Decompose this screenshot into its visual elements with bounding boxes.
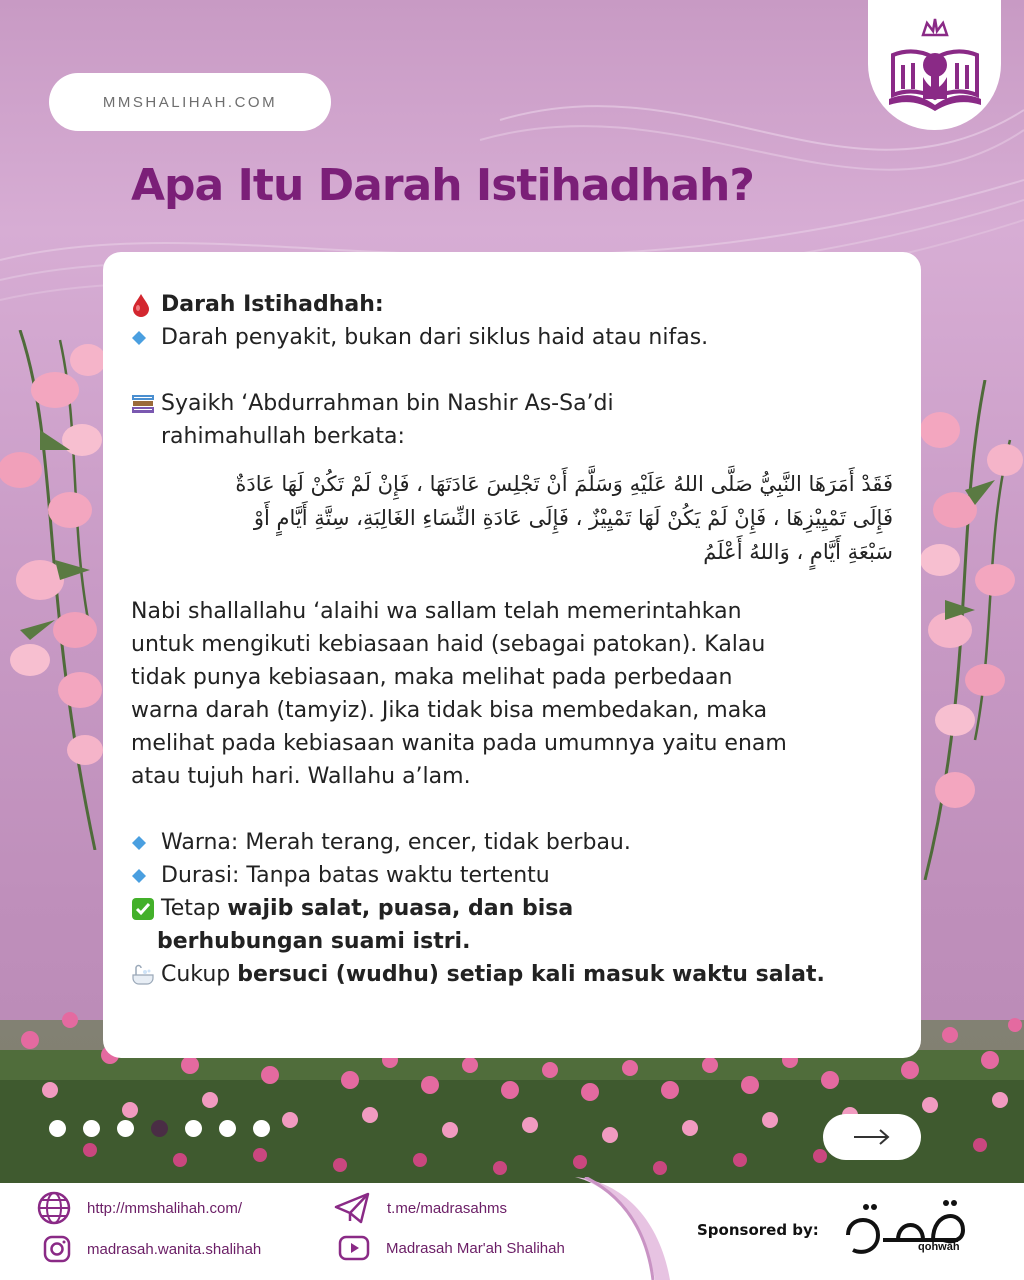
obligation-prefix: Tetap [161,896,228,921]
translation-paragraph [131,595,893,793]
globe-icon [37,1191,71,1225]
footer-instagram-text: madrasah.wanita.shalihah [87,1240,262,1258]
check-mark-icon [131,892,161,925]
instagram-icon [43,1235,71,1263]
bathtub-icon [131,958,161,991]
footer-telegram[interactable] [333,1191,507,1225]
blue-diamond-icon [131,321,161,354]
slide-pagination [49,1120,270,1138]
footer-instagram[interactable] [43,1235,261,1263]
translation-line: untuk mengikuti kebiasaan haid (sebagai patokan). Kalau [131,632,766,657]
quote-intro-row [131,387,893,420]
sponsor-label: Sponsored by: [697,1221,819,1239]
madrasah-logo-badge [868,0,1001,130]
pagination-dot[interactable] [219,1120,236,1137]
pagination-dot-active[interactable] [151,1120,168,1137]
purify-row [131,958,893,991]
color-point-text: Warna: Merah terang, encer, tidak berbau. [161,830,631,855]
purify-bold: bersuci (wudhu) setiap kali masuk waktu salat. [237,962,825,987]
blood-drop-icon [131,288,161,321]
left-flower-decoration [0,330,110,850]
pagination-dot[interactable] [49,1120,66,1137]
definition-row [131,321,893,354]
blue-diamond-icon [131,859,161,892]
card-heading: Darah Istihadhah: [161,292,384,317]
page-title: Apa Itu Darah Istihadhah? [131,160,754,211]
translation-line: melihat pada kebiasaan wanita pada umumnya yaitu enam [131,731,787,756]
youtube-icon [338,1235,370,1261]
next-slide-button[interactable] [823,1114,921,1160]
footer-youtube-text: Madrasah Mar'ah Shalihah [386,1239,565,1257]
footer-curve-decoration [575,1177,670,1280]
footer-telegram-text: t.me/madrasahms [387,1199,508,1217]
footer-website[interactable] [37,1191,242,1225]
quote-intro-line-2: rahimahullah berkata: [161,424,405,449]
arabic-line-2: فَإِلَى تَمْيِيْزِهَا ، فَإِنْ لَمْ يَكُنْ لَهَا تَمْيِيْزٌ ، فَإِلَى عَادَةِ النِّسَاءِ الغَالِبَةِ، سِتَّةِ أَيَّامٍ أَوْ [253,506,893,530]
sponsor-sub-label: qohwāh [918,1241,960,1253]
arabic-line-1: فَقَدْ أَمَرَهَا النَّبِيُّ صَلَّى اللهُ عَلَيْهِ وَسَلَّمَ أَنْ تَجْلِسَ عَادَتَهَا ، فَإِنْ لَمْ تَكُنْ لَهَا عَادَةٌ [235,472,893,496]
translation-line: atau tujuh hari. Wallahu a’lam. [131,764,471,789]
duration-point-row [131,859,893,892]
blue-diamond-icon [131,826,161,859]
translation-line: Nabi shallallahu ‘alaihi wa sallam telah memerintahkan [131,599,742,624]
footer-youtube[interactable] [338,1235,565,1261]
pagination-dot[interactable] [83,1120,100,1137]
purify-prefix: Cukup [161,962,238,987]
site-url-pill [49,73,331,131]
card-heading-row [131,288,893,321]
pagination-dot[interactable] [185,1120,202,1137]
obligation-bold-2: berhubungan suami istri. [157,929,471,954]
duration-point-text: Durasi: Tanpa batas waktu tertentu [161,863,550,888]
translation-line: tidak punya kebiasaan, maka melihat pada perbedaan [131,665,733,690]
site-label: MMSHALIHAH.COM [102,93,278,111]
qohwah-logo-icon [838,1195,978,1273]
madrasah-logo-icon [883,15,987,115]
obligation-row [131,892,893,925]
right-flower-decoration [915,380,1024,880]
footer [0,1183,1024,1280]
quote-intro-line-1: Syaikh ‘Abdurrahman bin Nashir As-Sa’di [161,391,614,416]
obligation-bold-1: wajib salat, puasa, dan bisa [227,896,574,921]
arabic-line-3: سَبْعَةِ أَيَّامٍ ، وَاللهُ أَعْلَمُ [703,540,893,564]
arabic-quote [131,467,893,569]
color-point-row [131,826,893,859]
content-card [103,252,921,1058]
translation-line: warna darah (tamyiz). Jika tidak bisa membedakan, maka [131,698,768,723]
books-icon [131,387,161,420]
pagination-dot[interactable] [253,1120,270,1137]
telegram-icon [333,1191,371,1225]
arrow-right-icon [852,1127,892,1147]
pagination-dot[interactable] [117,1120,134,1137]
definition-text: Darah penyakit, bukan dari siklus haid atau nifas. [161,325,709,350]
footer-website-text: http://mmshalihah.com/ [87,1199,243,1217]
